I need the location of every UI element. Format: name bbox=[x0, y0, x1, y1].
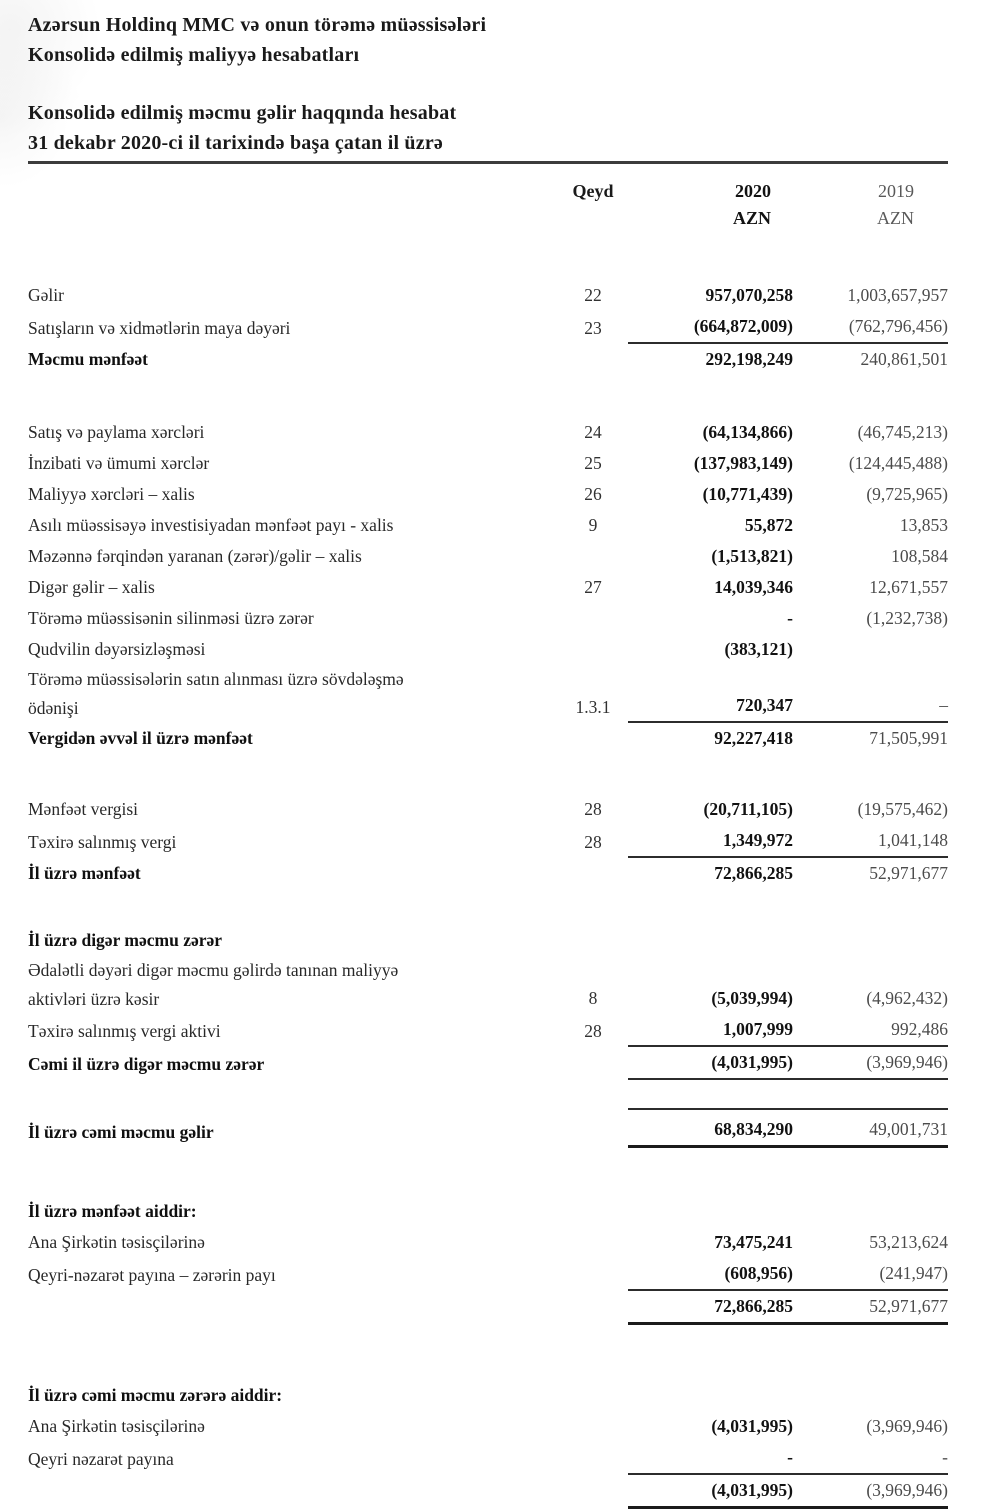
row-label: Törəmə müəssisənin silinməsi üzrə zərər bbox=[28, 608, 314, 628]
table-row-total-oci bbox=[28, 1047, 948, 1080]
row-value-2019: (124,445,488) bbox=[848, 453, 948, 473]
row-value-2019: 108,584 bbox=[891, 546, 948, 566]
table-row-income-tax bbox=[28, 794, 948, 825]
row-value-2020: (20,711,105) bbox=[703, 799, 793, 819]
row-label: İl üzrə mənfəət aiddir: bbox=[28, 1201, 197, 1221]
col-header-note: Qeyd bbox=[572, 181, 614, 201]
spacer bbox=[28, 1080, 948, 1108]
row-label: Asılı müəssisəyə investisiyadan mənfəət payı - xalis bbox=[28, 515, 394, 535]
row-note: 28 bbox=[584, 832, 602, 852]
table-row-owners-of-parent bbox=[28, 1411, 948, 1442]
row-value-2019: (46,745,213) bbox=[857, 422, 948, 442]
col-currency-2019: AZN bbox=[877, 208, 914, 228]
row-value-2020: (64,134,866) bbox=[702, 422, 793, 442]
row-label: İl üzrə cəmi məcmu gəlir bbox=[28, 1122, 214, 1142]
row-value-2020: (4,031,995) bbox=[711, 1052, 793, 1072]
row-value-2019: 1,003,657,957 bbox=[847, 285, 948, 305]
row-label: Satış və paylama xərcləri bbox=[28, 422, 205, 442]
row-value-2019: (3,969,946) bbox=[866, 1416, 948, 1436]
row-value-2020: (4,031,995) bbox=[711, 1416, 793, 1436]
row-value-2019: (3,969,946) bbox=[866, 1480, 948, 1500]
row-value-2019: 12,671,557 bbox=[869, 577, 948, 597]
table-row bbox=[28, 479, 948, 510]
row-value-2019: 53,213,624 bbox=[869, 1232, 948, 1252]
col-currency-2020: AZN bbox=[732, 208, 771, 228]
row-label: İl üzrə mənfəət bbox=[28, 863, 141, 883]
table-row-cost-of-sales bbox=[28, 311, 948, 344]
table-row bbox=[28, 603, 948, 634]
row-value-2019: (1,232,738) bbox=[866, 608, 948, 628]
row-label: Mənfəət vergisi bbox=[28, 799, 138, 819]
spacer bbox=[28, 1325, 948, 1380]
row-label: Cəmi il üzrə digər məcmu zərər bbox=[28, 1054, 265, 1074]
row-value-2019: 52,971,677 bbox=[869, 1296, 948, 1316]
row-value-2020: - bbox=[787, 1447, 793, 1467]
row-label: İl üzrə cəmi məcmu zərərə aiddir: bbox=[28, 1385, 283, 1405]
row-value-2020: 1,349,972 bbox=[723, 830, 793, 850]
row-label: İnzibati və ümumi xərclər bbox=[28, 453, 210, 473]
row-note: 27 bbox=[584, 577, 602, 597]
row-value-2019: (4,962,432) bbox=[866, 988, 948, 1008]
table-row bbox=[28, 541, 948, 572]
row-label: Törəmə müəssisələrin satın alınması üzrə sövdələşmə ödənişi bbox=[28, 669, 404, 718]
table-row-owners-of-parent bbox=[28, 1227, 948, 1258]
row-label: Ana Şirkətin təsisçilərinə bbox=[28, 1416, 205, 1436]
row-value-2019: 52,971,677 bbox=[869, 863, 948, 883]
table-row bbox=[28, 448, 948, 479]
row-value-2020: (10,771,439) bbox=[702, 484, 793, 504]
row-value-2020: 73,475,241 bbox=[714, 1232, 793, 1252]
row-label: Ədalətli dəyəri digər məcmu gəlirdə tanınan maliyyə aktivləri üzrə kəsir bbox=[28, 960, 399, 1009]
row-label: Qeyri nəzarət payına bbox=[28, 1449, 174, 1469]
row-label: Satışların və xidmətlərin maya dəyəri bbox=[28, 318, 291, 338]
row-value-2020: 68,834,290 bbox=[714, 1119, 793, 1139]
row-note: 23 bbox=[584, 318, 602, 338]
row-note: 8 bbox=[588, 988, 598, 1008]
row-note: 25 bbox=[584, 453, 602, 473]
row-value-2019: (3,969,946) bbox=[866, 1052, 948, 1072]
row-value-2019: (9,725,965) bbox=[866, 484, 948, 504]
table-row bbox=[28, 634, 948, 665]
row-label: Ana Şirkətin təsisçilərinə bbox=[28, 1232, 205, 1252]
row-value-2020: 720,347 bbox=[736, 695, 793, 715]
table-row-revenue bbox=[28, 280, 948, 311]
row-value-2020: 292,198,249 bbox=[705, 349, 793, 369]
row-label: İl üzrə digər məcmu zərər bbox=[28, 930, 223, 950]
row-value-2020: 72,866,285 bbox=[714, 863, 793, 883]
table-row-non-controlling-interest bbox=[28, 1442, 948, 1475]
row-value-2019: 71,505,991 bbox=[869, 728, 948, 748]
row-label: Qeyri-nəzarət payına – zərərin payı bbox=[28, 1265, 276, 1285]
table-row-deferred-tax bbox=[28, 825, 948, 858]
row-note: 28 bbox=[584, 1021, 602, 1041]
spacer bbox=[28, 1148, 948, 1196]
row-value-2019 bbox=[793, 634, 948, 665]
row-value-2020: 72,866,285 bbox=[714, 1296, 793, 1316]
row-value-2020: 957,070,258 bbox=[705, 285, 793, 305]
row-value-2020: (608,956) bbox=[724, 1263, 793, 1283]
table-row-profit-for-year bbox=[28, 858, 948, 889]
section-header-profit-attribution bbox=[28, 1196, 948, 1227]
row-value-2020: (664,872,009) bbox=[693, 316, 793, 336]
row-value-2020: (4,031,995) bbox=[711, 1480, 793, 1500]
row-value-2019: 13,853 bbox=[899, 515, 948, 535]
row-note: 22 bbox=[584, 285, 602, 305]
statement-period: 31 dekabr 2020-ci il tarixində başa çatan il üzrə bbox=[28, 132, 443, 154]
row-label: Gəlir bbox=[28, 285, 64, 305]
table-row-deferred-tax-asset bbox=[28, 1014, 948, 1047]
document-header bbox=[28, 10, 948, 70]
spacer bbox=[28, 889, 948, 925]
row-value-2019: - bbox=[942, 1447, 948, 1467]
row-value-2020: (137,983,149) bbox=[693, 453, 793, 473]
row-note: 28 bbox=[584, 799, 602, 819]
statement-title: Konsolidə edilmiş məcmu gəlir haqqında hesabat bbox=[28, 102, 457, 124]
table-row-non-controlling-interest bbox=[28, 1258, 948, 1291]
company-name: Azərsun Holdinq MMC və onun törəmə müəssisələri bbox=[28, 14, 487, 36]
row-note: 9 bbox=[588, 515, 598, 535]
table-row-gross-profit bbox=[28, 344, 948, 375]
report-type: Konsolidə edilmiş maliyyə hesabatları bbox=[28, 44, 360, 66]
table-row bbox=[28, 417, 948, 448]
row-value-2019: 49,001,731 bbox=[869, 1119, 948, 1139]
row-value-2020: (1,513,821) bbox=[711, 546, 793, 566]
row-label: Təxirə salınmış vergi aktivi bbox=[28, 1021, 221, 1041]
statement-title-block bbox=[28, 98, 948, 158]
table-row bbox=[28, 572, 948, 603]
row-label: Qudvilin dəyərsizləşməsi bbox=[28, 639, 206, 659]
row-value-2020: 92,227,418 bbox=[714, 728, 793, 748]
row-value-2020: 55,872 bbox=[744, 515, 793, 535]
row-value-2020: - bbox=[787, 608, 793, 628]
row-label: Məzənnə fərqindən yaranan (zərər)/gəlir – xalis bbox=[28, 546, 362, 566]
row-note: 24 bbox=[584, 422, 602, 442]
table-row-profit-before-tax bbox=[28, 723, 948, 754]
row-value-2019: – bbox=[939, 695, 948, 715]
header-divider bbox=[28, 161, 948, 164]
row-value-2019: (241,947) bbox=[879, 1263, 948, 1283]
col-header-2019: 2019 bbox=[878, 181, 914, 201]
row-label: Məcmu mənfəət bbox=[28, 349, 149, 369]
section-header-loss-attribution bbox=[28, 1380, 948, 1411]
row-value-2020: 1,007,999 bbox=[723, 1019, 793, 1039]
row-value-2019: 1,041,148 bbox=[878, 830, 948, 850]
row-note: 1.3.1 bbox=[575, 697, 611, 717]
row-label: Maliyyə xərcləri – xalis bbox=[28, 484, 195, 504]
row-label: Digər gəlir – xalis bbox=[28, 577, 155, 597]
column-header-row bbox=[28, 178, 948, 205]
table-row-attribution-total bbox=[28, 1291, 948, 1325]
row-note: 26 bbox=[584, 484, 602, 504]
row-value-2019: (762,796,456) bbox=[848, 316, 948, 336]
row-value-2020: (5,039,994) bbox=[711, 988, 793, 1008]
table-row-attribution-total bbox=[28, 1475, 948, 1509]
row-value-2020: 14,039,346 bbox=[714, 577, 793, 597]
row-value-2019: 240,861,501 bbox=[860, 349, 948, 369]
table-row-fvoci-deficit bbox=[28, 956, 948, 1014]
table-row-bargain-purchase bbox=[28, 665, 948, 723]
row-label: Təxirə salınmış vergi bbox=[28, 832, 177, 852]
row-value-2019: (19,575,462) bbox=[857, 799, 948, 819]
col-header-2020: 2020 bbox=[735, 181, 771, 201]
row-label: Vergidən əvvəl il üzrə mənfəət bbox=[28, 728, 253, 748]
section-header-oci bbox=[28, 925, 948, 956]
table-row bbox=[28, 510, 948, 541]
spacer bbox=[28, 754, 948, 794]
row-value-2019: 992,486 bbox=[891, 1019, 948, 1039]
spacer bbox=[28, 375, 948, 417]
spacer bbox=[28, 232, 948, 280]
currency-header-row bbox=[28, 205, 948, 232]
row-value-2020: (383,121) bbox=[724, 639, 793, 659]
table-row-total-comprehensive-income bbox=[28, 1108, 948, 1148]
